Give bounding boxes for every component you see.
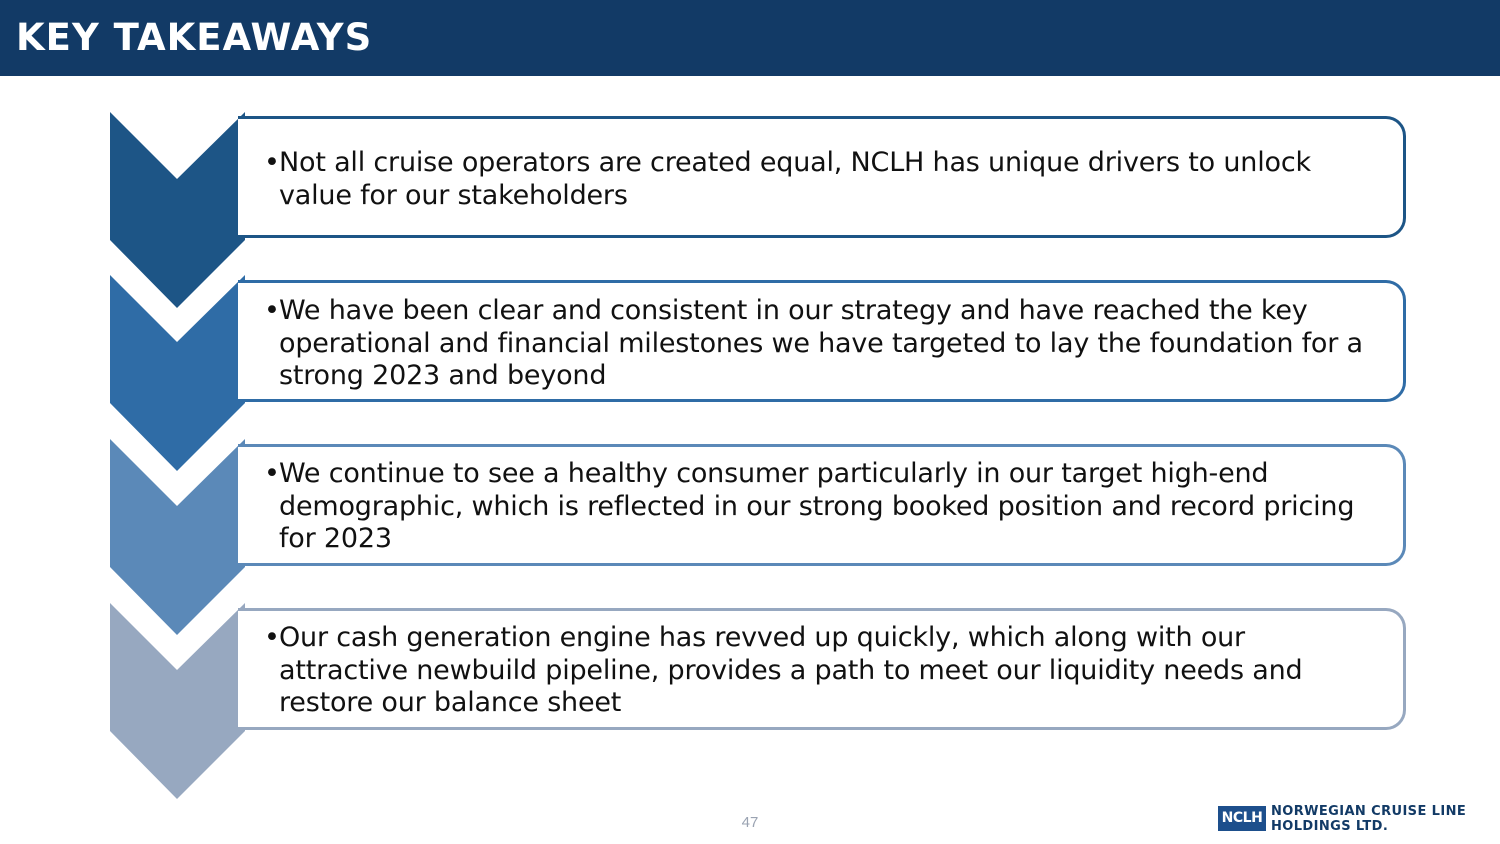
- takeaway-box-4: [238, 608, 1406, 730]
- chevron-1: [110, 112, 245, 308]
- page-number: 47: [741, 814, 759, 831]
- chevron-4: [110, 603, 245, 799]
- logo-line-1: NORWEGIAN CRUISE LINE: [1271, 804, 1467, 819]
- header-bar: [0, 0, 1500, 76]
- takeaway-text-4: • Our cash generation engine has revved up quickly, which along with our attractive newbuild pipeline, provides a path to meet our liquidity needs and restore our balance sheet: [264, 622, 1379, 720]
- chevron-2: [110, 275, 245, 471]
- chevron-3: [110, 439, 245, 635]
- takeaway-text-1: • Not all cruise operators are created equal, NCLH has unique drivers to unlock value for our stakeholders: [264, 147, 1379, 212]
- slide-title: KEY TAKEAWAYS: [16, 16, 373, 59]
- nclh-logo: [1218, 802, 1478, 836]
- takeaway-text-3: • We continue to see a healthy consumer particularly in our target high-end demographic, which is reflected in our strong booked position and record pricing for 2023: [264, 458, 1379, 556]
- nclh-logo-mark: NCLH: [1218, 806, 1266, 831]
- takeaway-box-1: [238, 116, 1406, 238]
- takeaway-box-2: [238, 280, 1406, 402]
- takeaway-text-2: • We have been clear and consistent in our strategy and have reached the key operational and financial milestones we have targeted to lay the foundation for a strong 2023 and beyond: [264, 295, 1379, 393]
- takeaway-box-3: [238, 444, 1406, 566]
- logo-line-2: HOLDINGS LTD.: [1271, 819, 1389, 834]
